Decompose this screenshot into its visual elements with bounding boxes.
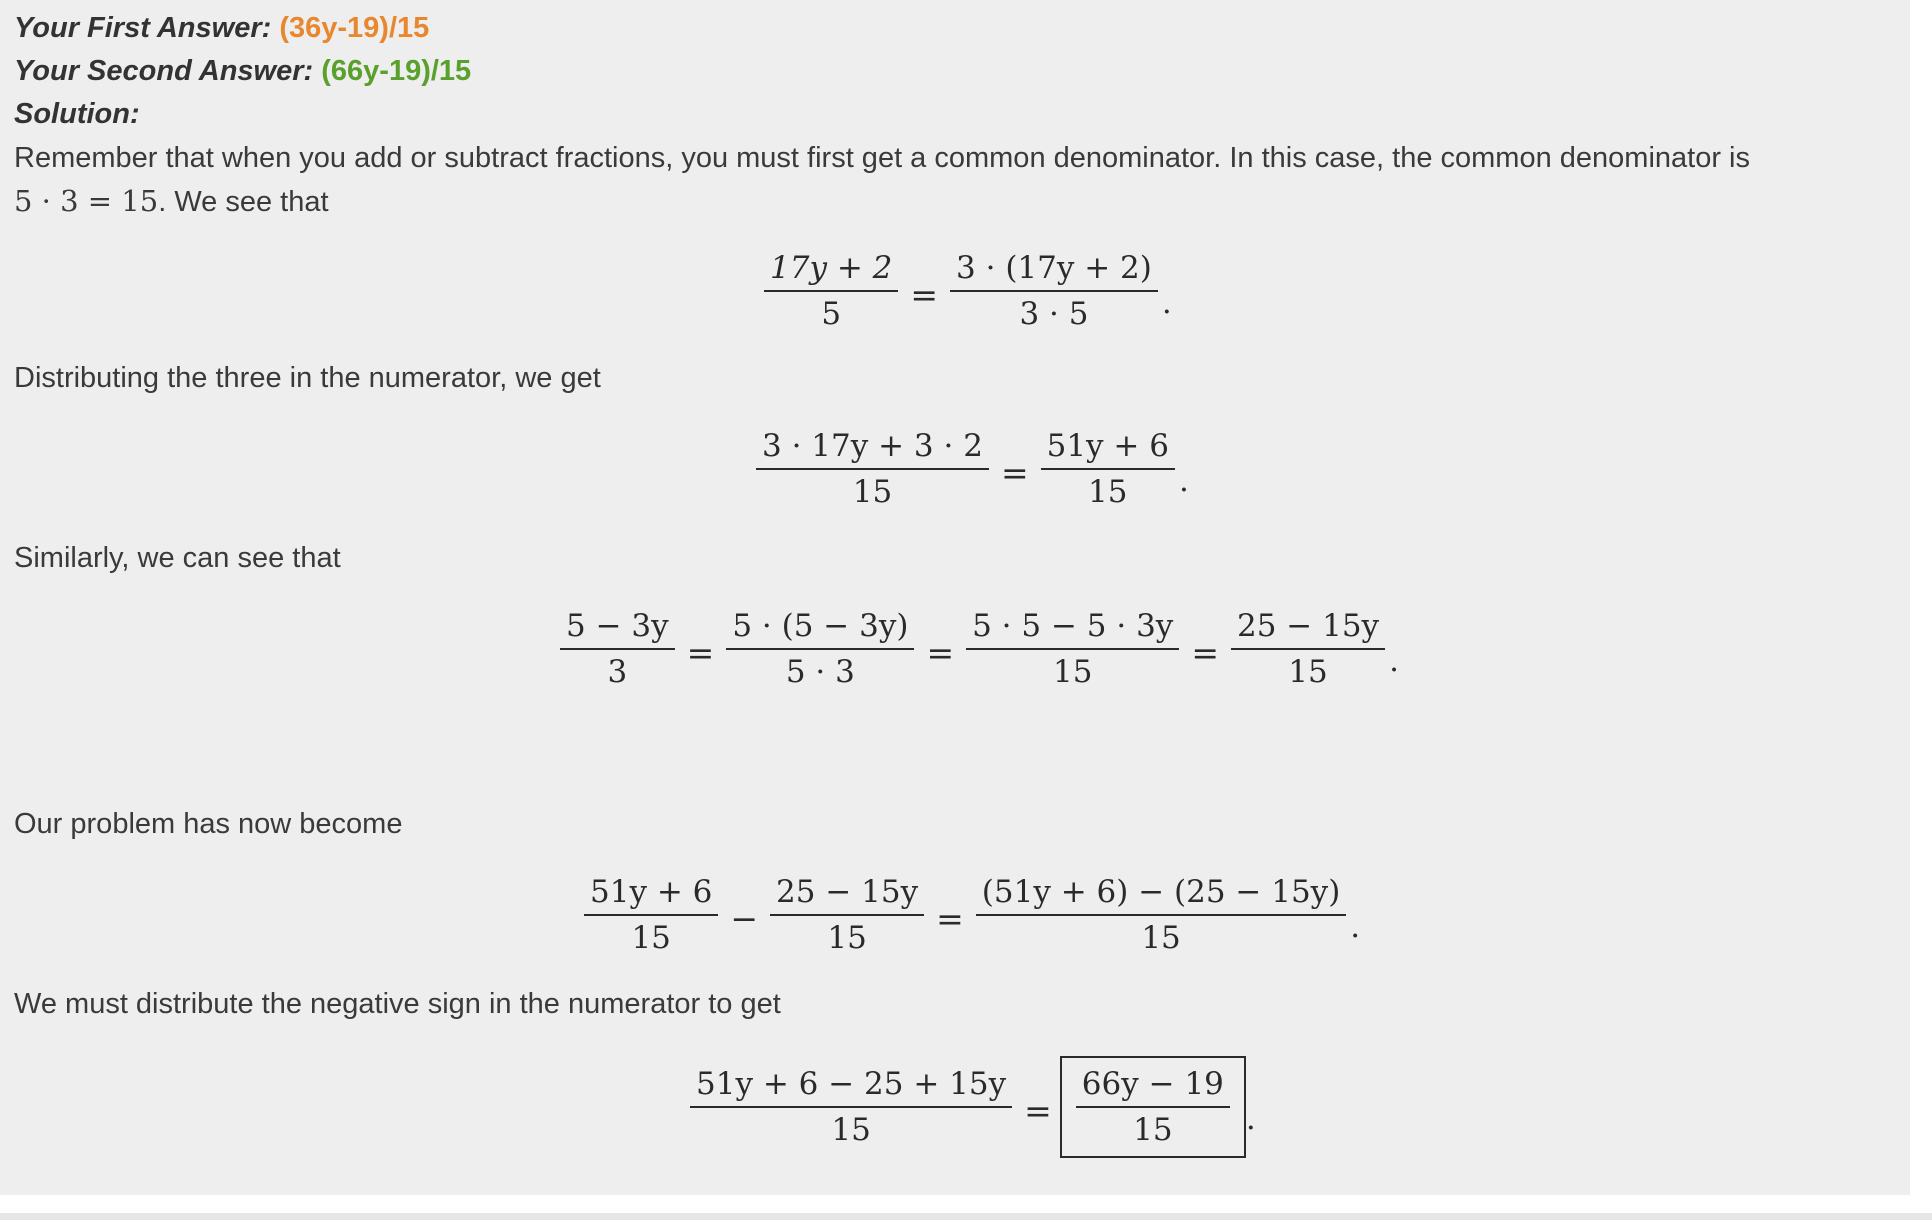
second-answer-row <box>14 55 471 88</box>
bottom-divider <box>0 1213 1932 1220</box>
eq4-fraction-1 <box>584 874 718 956</box>
eq1-left-numerator: 17y + 2 <box>764 250 898 292</box>
eq3-f4-numerator: 25 − 15y <box>1231 608 1385 650</box>
eq3-fraction-3 <box>966 608 1179 690</box>
first-answer-value: (36y-19)/15 <box>279 12 430 44</box>
eq2-fraction-right <box>1041 428 1175 510</box>
eq3-f3-numerator: 5 · 5 − 5 · 3y <box>966 608 1179 650</box>
eq3-fraction-2 <box>726 608 914 690</box>
eq2-right-numerator: 51y + 6 <box>1041 428 1175 470</box>
eq3-equals-3: = <box>1191 632 1219 672</box>
eq1-period: . <box>1161 285 1172 321</box>
eq5-fraction-left <box>690 1066 1012 1148</box>
eq3-period: . <box>1389 643 1399 679</box>
eq4-f3-numerator: (51y + 6) − (25 − 15y) <box>976 874 1347 916</box>
eq2-equals: = <box>1000 452 1029 492</box>
paragraph-intro-line2 <box>14 184 329 219</box>
eq1-right-numerator: 3 · (17y + 2) <box>950 250 1158 292</box>
right-gutter <box>1910 0 1932 1195</box>
eq4-fraction-2 <box>770 874 924 956</box>
eq3-equals-1: = <box>686 632 715 672</box>
second-answer-label: Your Second Answer: <box>14 55 314 87</box>
eq1-fraction-left <box>764 250 898 332</box>
eq3-fraction-4 <box>1231 608 1385 690</box>
eq2-left-denominator: 15 <box>852 474 893 510</box>
eq3-f1-numerator: 5 − 3y <box>560 608 675 650</box>
solution-label: Solution: <box>14 98 140 130</box>
eq3-fraction-1 <box>560 608 675 690</box>
eq1-left-denominator: 5 <box>821 296 842 332</box>
second-answer-value: (66y-19)/15 <box>321 55 472 87</box>
equation-4 <box>580 874 1360 956</box>
eq5-answer-numerator: 66y − 19 <box>1076 1066 1230 1108</box>
eq5-left-numerator: 51y + 6 − 25 + 15y <box>690 1066 1012 1108</box>
paragraph-distributing: Distributing the three in the numerator, we get <box>14 362 601 394</box>
eq3-f4-denominator: 15 <box>1288 654 1328 690</box>
final-answer-box <box>1060 1056 1246 1158</box>
eq3-f2-numerator: 5 · (5 − 3y) <box>726 608 914 650</box>
eq1-right-denominator: 3 · 5 <box>1019 296 1089 332</box>
eq4-f1-numerator: 51y + 6 <box>584 874 718 916</box>
eq3-f2-denominator: 5 · 3 <box>785 654 855 690</box>
equation-2 <box>752 428 1189 510</box>
paragraph-intro-line1: Remember that when you add or subtract fractions, you must first get a common denominator. In this case, the common denominator is <box>14 142 1750 174</box>
eq5-equals: = <box>1024 1090 1052 1130</box>
eq4-f1-denominator: 15 <box>631 920 671 956</box>
eq4-minus: − <box>730 898 759 938</box>
paragraph-distribute-negative: We must distribute the negative sign in the numerator to get <box>14 988 781 1020</box>
eq4-f2-denominator: 15 <box>827 920 867 956</box>
eq5-answer-denominator: 15 <box>1133 1112 1173 1148</box>
eq3-f1-denominator: 3 <box>607 654 628 690</box>
paragraph-similarly: Similarly, we can see that <box>14 542 341 574</box>
eq5-period: . <box>1245 1101 1256 1137</box>
eq2-left-numerator: 3 · 17y + 3 · 2 <box>756 428 989 470</box>
eq3-equals-2: = <box>926 632 955 672</box>
eq2-fraction-left <box>756 428 989 510</box>
first-answer-label: Your First Answer: <box>14 12 272 44</box>
first-answer-row <box>14 12 429 45</box>
eq1-equals: = <box>910 274 939 314</box>
eq4-f2-numerator: 25 − 15y <box>770 874 924 916</box>
eq4-f3-denominator: 15 <box>1141 920 1181 956</box>
equation-3 <box>556 608 1399 690</box>
eq1-fraction-right <box>950 250 1158 332</box>
common-denominator-math: 5 · 3 = 15 <box>14 184 159 218</box>
equation-1 <box>760 250 1172 332</box>
eq4-period: . <box>1350 909 1361 945</box>
paragraph-problem-become: Our problem has now become <box>14 808 403 840</box>
eq5-fraction-answer <box>1076 1066 1230 1148</box>
eq4-equals: = <box>936 898 964 938</box>
eq4-fraction-3 <box>976 874 1347 956</box>
equation-5 <box>686 1056 1256 1158</box>
eq2-period: . <box>1178 463 1189 499</box>
eq2-right-denominator: 15 <box>1088 474 1128 510</box>
eq5-left-denominator: 15 <box>831 1112 871 1148</box>
eq3-f3-denominator: 15 <box>1052 654 1093 690</box>
intro-tail: . We see that <box>158 186 329 218</box>
